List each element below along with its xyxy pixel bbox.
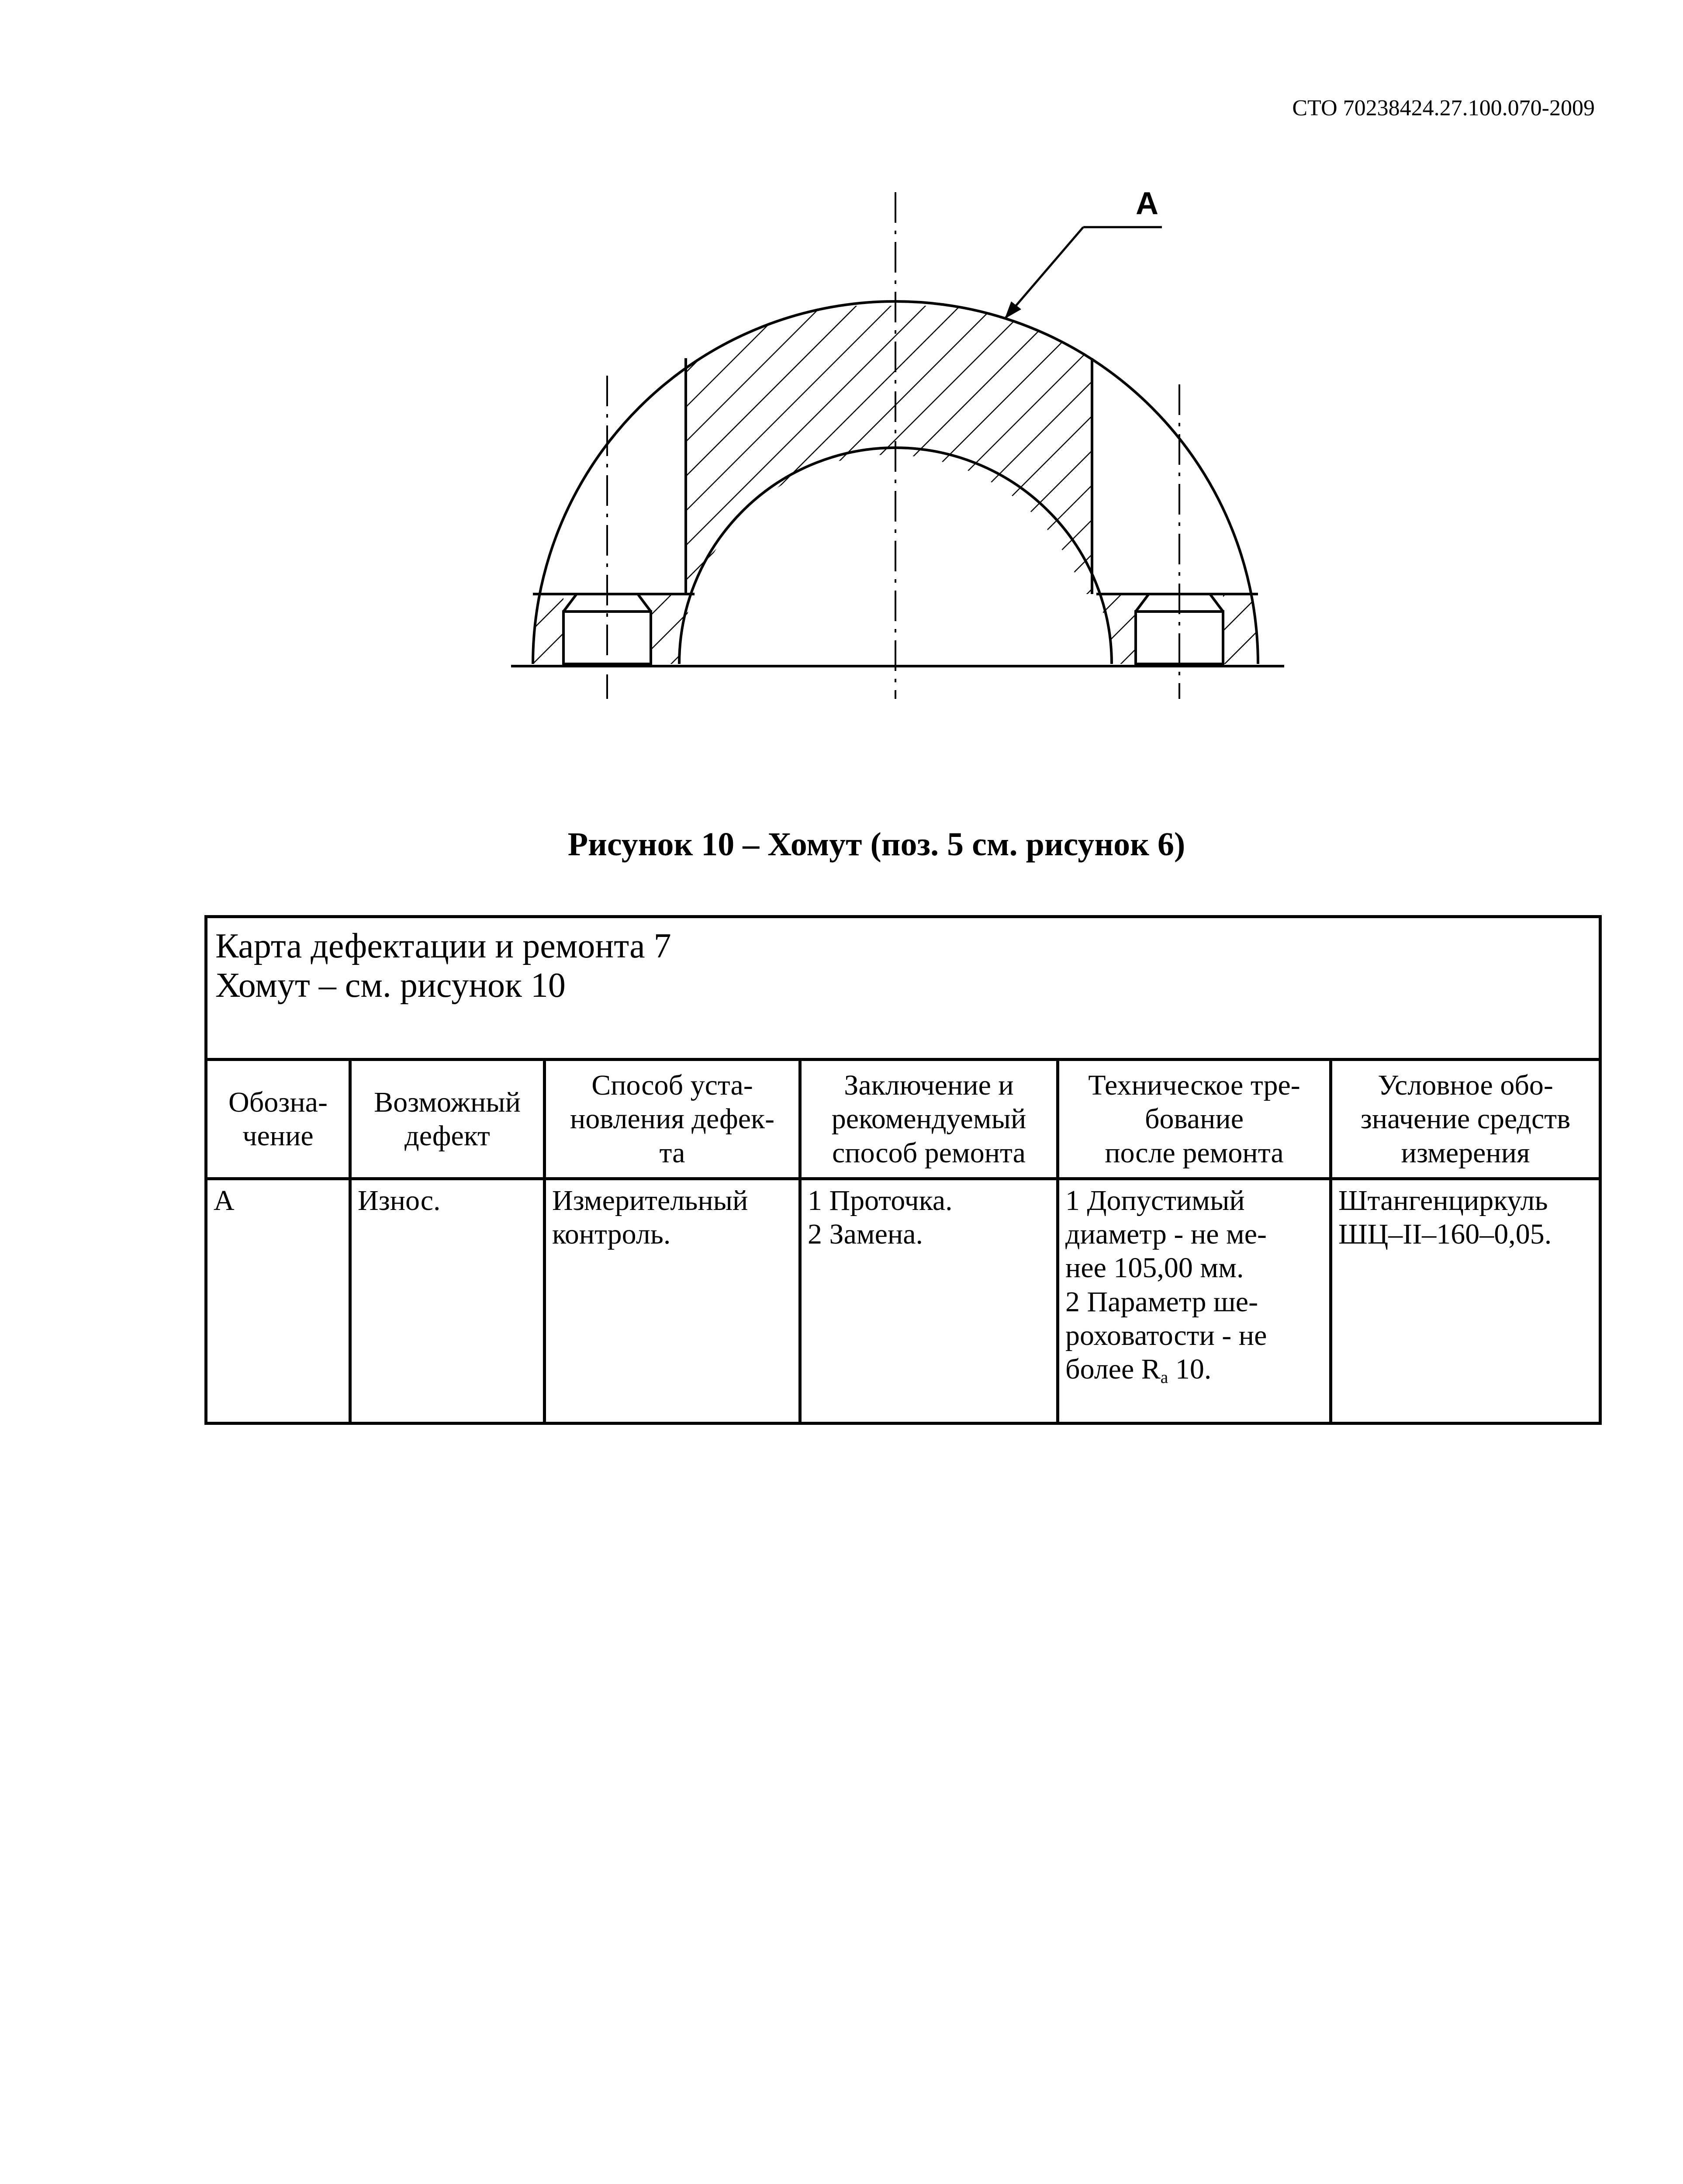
table-title-cell: [206, 917, 1600, 1060]
cell-detection: Измерительный контроль.: [545, 1179, 800, 1424]
header-designation: Обозна- чение: [206, 1060, 350, 1179]
header-requirement: Техническое тре- бование после ремонта: [1058, 1060, 1331, 1179]
cell-repair: 1 Проточка. 2 Замена.: [800, 1179, 1058, 1424]
hatched-section-center: [686, 306, 1092, 594]
header-defect: Возможный дефект: [350, 1060, 545, 1179]
table-header-row: [206, 1060, 1600, 1179]
cell-requirement: 1 Допустимый диаметр - не ме- нее 105,00 мм. 2 Параметр ше- роховатости - не более $R_a$ 10.: [1058, 1179, 1331, 1424]
table-subtitle: Хомут – см. рисунок 10: [215, 966, 566, 1005]
figure-caption: Рисунок 10 – Хомут (поз. 5 см. рисунок 6): [567, 826, 1185, 863]
callout-label: А: [1136, 186, 1158, 221]
cell-defect: Износ.: [350, 1179, 545, 1424]
cell-designation: А: [206, 1179, 350, 1424]
cell-instrument: Штангенциркуль ШЦ–II–160–0,05.: [1331, 1179, 1600, 1424]
header-repair: Заключение и рекомендуемый способ ремонта: [800, 1060, 1058, 1179]
table-row: [206, 1179, 1600, 1424]
header-detection: Способ уста- новления дефек- та: [545, 1060, 800, 1179]
header-instrument: Условное обо- значение средств измерения: [1331, 1060, 1600, 1179]
defect-repair-table: [204, 915, 1602, 1425]
clamp-drawing: [502, 175, 1289, 725]
table-title: Карта дефектации и ремонта 7: [215, 927, 671, 965]
document-code: СТО 70238424.27.100.070-2009: [1292, 96, 1595, 121]
